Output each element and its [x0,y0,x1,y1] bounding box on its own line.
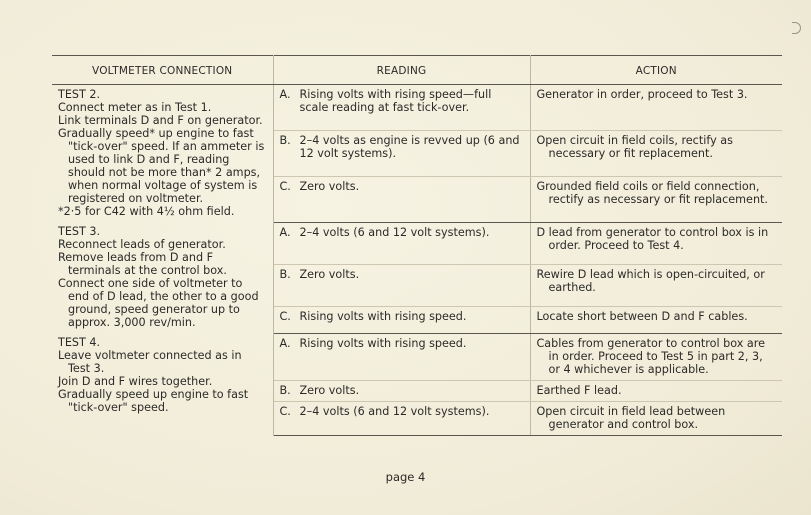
reading-letter: C. [279,404,291,418]
table-row [52,222,782,264]
reading-cell [273,85,530,131]
action-cell [530,333,782,380]
action-cell [530,130,782,176]
reading-cell [273,130,530,176]
reading-letter: B. [279,267,291,281]
test-instruction: Join D and F wires together. [58,375,213,388]
action-text: Cables from generator to control box are in order. Proceed to Test 5 in part 2, 3, or 4 whichever is applicable. [536,336,766,376]
test-instruction: Reconnect leads of generator. [58,238,226,251]
reading-text: Zero volts. [299,383,360,397]
reading-letter: A. [279,225,291,239]
test-instruction: Connect one side of voltmeter to end of D lead, the other to a good ground, speed generator up to approx. 3,000 rev/min. [58,277,259,329]
reading-text: Rising volts with rising speed—full scale reading at fast tick-over. [299,88,492,114]
action-cell [530,85,782,131]
action-cell [530,222,782,264]
action-cell [530,176,782,222]
page-number: page 4 [385,470,426,484]
test-instruction: Gradually speed* up engine to fast "tick-over" speed. If an ammeter is used to link D and F, reading should not be more than* 2 amps, when normal voltage of system is registered on voltmeter. [58,127,265,205]
action-cell [530,401,782,435]
test-title: TEST 2. [58,88,101,101]
reading-text: 2–4 volts (6 and 12 volt systems). [299,404,490,418]
reading-cell [273,401,530,435]
reading-cell [273,176,530,222]
reading-text: Zero volts. [299,267,360,281]
test-instruction: Leave voltmeter connected as in Test 3. [58,349,242,375]
action-text: Locate short between D and F cables. [536,310,748,324]
reading-text: Zero volts. [299,179,360,193]
reading-text: Rising volts with rising speed. [299,310,467,324]
header-row [52,56,782,85]
reading-cell [273,222,530,264]
action-cell [530,380,782,401]
action-cell [530,307,782,333]
reading-cell [273,307,530,333]
action-text: Generator in order, proceed to Test 3. [536,88,748,101]
test-title: TEST 3. [58,225,101,238]
test-table [52,55,782,436]
header-reading: READING [273,56,530,85]
table-body [52,85,782,436]
action-text: Open circuit in field coils, rectify as necessary or fit replacement. [536,133,733,160]
action-text: Rewire D lead which is open-circuited, or earthed. [536,267,765,294]
action-text: Earthed F lead. [536,383,622,397]
reading-letter: A. [279,336,291,350]
table-row [52,333,782,380]
reading-letter: C. [279,310,291,324]
reading-letter: C. [279,179,291,193]
action-text: D lead from generator to control box is in order. Proceed to Test 4. [536,225,769,252]
test-instruction: Remove leads from D and F terminals at the control box. [58,251,227,277]
reading-text: Rising volts with rising speed. [299,336,467,350]
test-instruction: *2·5 for C42 with 4½ ohm field. [58,205,235,218]
action-text: Open circuit in field lead between generator and control box. [536,404,726,431]
reading-cell [273,264,530,306]
reading-letter: A. [279,88,291,101]
reading-text: 2–4 volts (6 and 12 volt systems). [299,225,490,239]
test-instruction: Connect meter as in Test 1. [58,101,212,114]
reading-cell [273,380,530,401]
action-text: Grounded field coils or field connection, rectify as necessary or fit replacement. [536,179,768,206]
table-row [52,85,782,131]
reading-letter: B. [279,133,291,147]
reading-text: 2–4 volts as engine is revved up (6 and 12 volt systems). [299,133,520,160]
test-instruction: Gradually speed up engine to fast "tick-over" speed. [58,388,249,414]
reading-cell [273,333,530,380]
test-connection-cell [52,85,273,223]
test-title: TEST 4. [58,336,101,349]
reading-letter: B. [279,383,291,397]
test-instruction: Link terminals D and F on generator. [58,114,263,127]
header-action: ACTION [530,56,782,85]
header-connection: VOLTMETER CONNECTION [52,56,273,85]
test-connection-cell [52,333,273,435]
test-connection-cell [52,222,273,333]
action-cell [530,264,782,306]
